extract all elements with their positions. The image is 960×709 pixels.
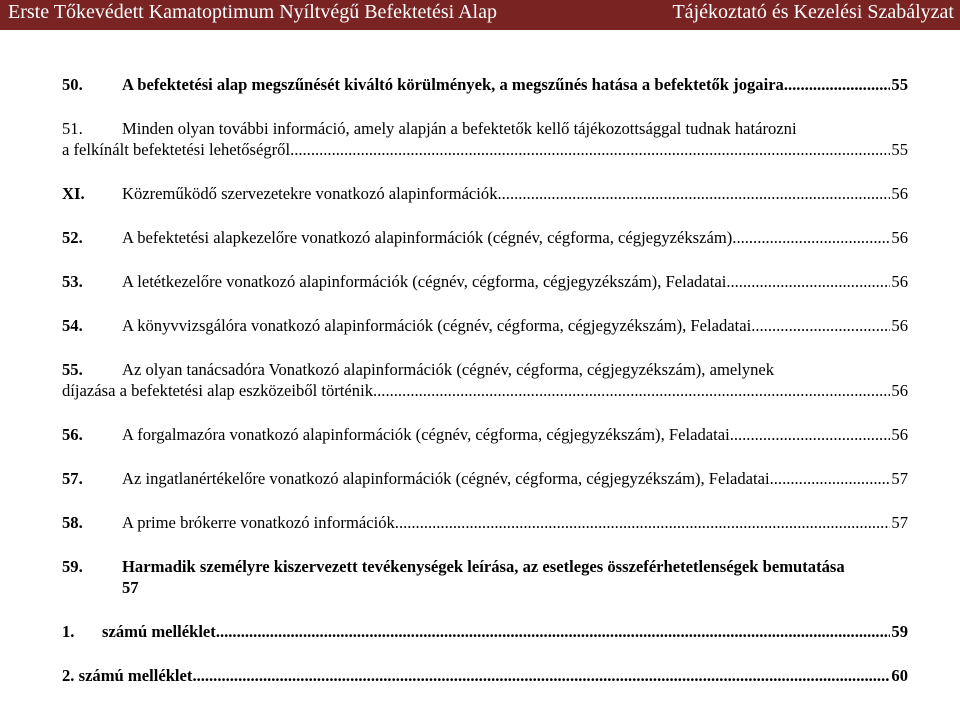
toc-leader-dots bbox=[770, 468, 891, 489]
toc-title-line1: Minden olyan további információ, amely alapján a befektetők kellő tájékozottsággal tudnak határozni bbox=[122, 119, 797, 138]
toc-leader-dots bbox=[784, 74, 891, 95]
toc-page-number: 56 bbox=[891, 316, 908, 335]
toc-page-number: 59 bbox=[891, 622, 908, 641]
toc-page-number: 55 bbox=[891, 140, 908, 159]
toc-entry-57[interactable] bbox=[62, 468, 908, 489]
toc-number: 55. bbox=[62, 360, 83, 379]
toc-leader-dots bbox=[395, 512, 891, 533]
toc-number: 50. bbox=[62, 75, 83, 94]
toc-title: számú melléklet bbox=[78, 666, 193, 685]
toc-leader-dots bbox=[726, 271, 890, 292]
toc-number: 52. bbox=[62, 228, 83, 247]
toc-number: 59. bbox=[62, 557, 83, 576]
page-header bbox=[0, 0, 960, 30]
toc-title-line2: díjazása a befektetési alap eszközeiből történik bbox=[62, 381, 373, 400]
toc-title: A prime brókerre vonatkozó információk bbox=[122, 513, 395, 532]
toc-title: Az ingatlanértékelőre vonatkozó alapinformációk (cégnév, cégforma, cégjegyzékszám), Feladatai bbox=[122, 469, 770, 488]
toc-leader-dots bbox=[216, 621, 891, 642]
toc-number: 1. bbox=[62, 622, 75, 641]
toc-leader-dots bbox=[498, 183, 891, 204]
toc-title: A könyvvizsgálóra vonatkozó alapinformációk (cégnév, cégforma, cégjegyzékszám), Feladatai bbox=[122, 316, 752, 335]
toc-leader-dots bbox=[290, 139, 890, 160]
toc-entry-51[interactable] bbox=[62, 118, 908, 160]
toc-leader-dots bbox=[192, 665, 890, 686]
toc-page-number: 56 bbox=[891, 381, 908, 400]
toc-number: 58. bbox=[62, 513, 83, 532]
toc-page-number: 57 bbox=[891, 513, 908, 532]
toc-page-number: 60 bbox=[891, 666, 908, 685]
toc-entry-54[interactable] bbox=[62, 315, 908, 336]
toc-number: 53. bbox=[62, 272, 83, 291]
toc-title-line2: a felkínált befektetési lehetőségről bbox=[62, 140, 291, 159]
toc-leader-dots bbox=[373, 380, 890, 401]
toc-leader-dots bbox=[730, 424, 891, 445]
toc-number: 56. bbox=[62, 425, 83, 444]
toc-entry-55[interactable] bbox=[62, 359, 908, 401]
toc-page-number: 57 bbox=[891, 469, 908, 488]
toc-page-number: 56 bbox=[891, 272, 908, 291]
toc-page-number: 56 bbox=[891, 425, 908, 444]
toc-entry-50[interactable] bbox=[62, 74, 908, 95]
toc-title-line1: Harmadik személyre kiszervezett tevékenységek leírása, az esetleges összeférhetetlenségek bemutatása bbox=[122, 557, 845, 576]
table-of-contents bbox=[62, 74, 908, 709]
toc-entry-annex-1[interactable] bbox=[62, 621, 908, 642]
toc-entry-56[interactable] bbox=[62, 424, 908, 445]
toc-number: 54. bbox=[62, 316, 83, 335]
toc-title: A befektetési alapkezelőre vonatkozó alapinformációk (cégnév, cégforma, cégjegyzékszám) bbox=[122, 228, 733, 247]
toc-number: XI. bbox=[62, 184, 85, 203]
toc-entry-annex-2[interactable] bbox=[62, 665, 908, 686]
toc-entry-53[interactable] bbox=[62, 271, 908, 292]
toc-number: 51. bbox=[62, 119, 83, 138]
toc-number: 2. bbox=[62, 666, 75, 685]
toc-page-number: 55 bbox=[891, 75, 908, 94]
toc-page-number: 57 bbox=[122, 578, 139, 597]
toc-entry-52[interactable] bbox=[62, 227, 908, 248]
toc-title: A letétkezelőre vonatkozó alapinformációk (cégnév, cégforma, cégjegyzékszám), Feladatai bbox=[122, 272, 727, 291]
toc-page-number: 56 bbox=[891, 228, 908, 247]
toc-number: 57. bbox=[62, 469, 83, 488]
toc-title: számú melléklet bbox=[102, 622, 216, 641]
header-fund-name: Erste Tőkevédett Kamatoptimum Nyíltvégű Befektetési Alap bbox=[8, 1, 497, 23]
toc-title: A forgalmazóra vonatkozó alapinformációk (cégnév, cégforma, cégjegyzékszám), Feladatai bbox=[122, 425, 730, 444]
toc-entry-xi[interactable] bbox=[62, 183, 908, 204]
toc-title: Közreműködő szervezetekre vonatkozó alapinformációk bbox=[122, 184, 498, 203]
toc-leader-dots bbox=[732, 227, 890, 248]
toc-entry-58[interactable] bbox=[62, 512, 908, 533]
toc-leader-dots bbox=[751, 315, 890, 336]
toc-title-line1: Az olyan tanácsadóra Vonatkozó alapinformációk (cégnév, cégforma, cégjegyzékszám), amelynek bbox=[122, 360, 775, 379]
toc-title: A befektetési alap megszűnését kiváltó körülmények, a megszűnés hatása a befektetők jogaira bbox=[122, 75, 784, 94]
header-document-title: Tájékoztató és Kezelési Szabályzat bbox=[672, 1, 954, 23]
toc-entry-59[interactable] bbox=[62, 556, 908, 598]
toc-page-number: 56 bbox=[891, 184, 908, 203]
